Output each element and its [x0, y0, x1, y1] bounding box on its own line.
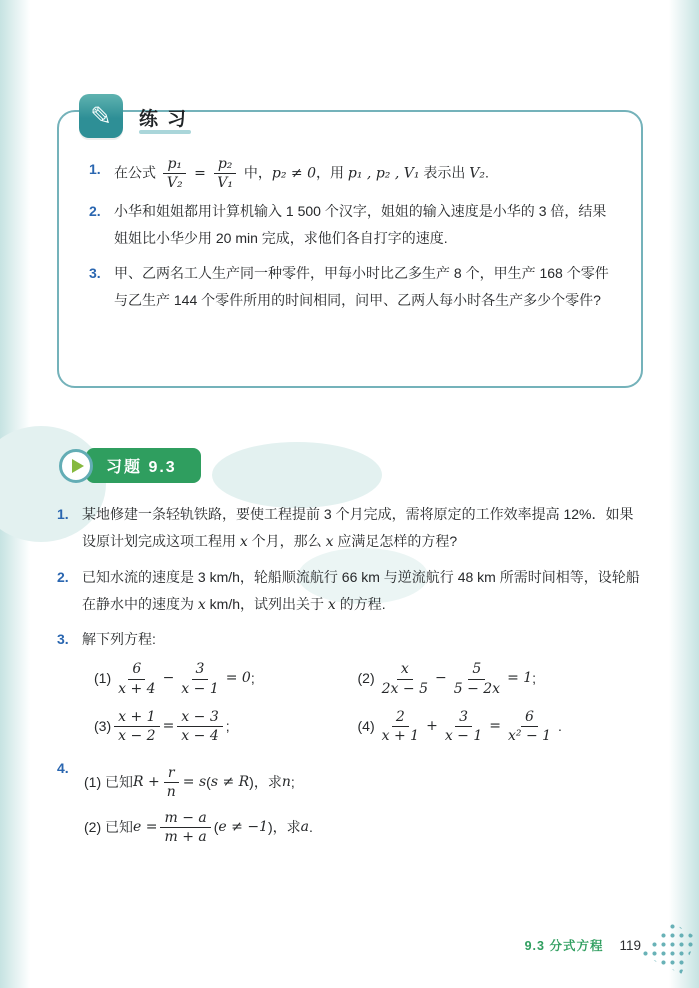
- list-item: [89, 198, 615, 253]
- exercises-section: [57, 448, 643, 862]
- notebook-pencil-icon: [79, 94, 123, 138]
- fraction: $\frac{2}{x + 1}$: [381, 708, 420, 744]
- list-item: [89, 156, 615, 191]
- practice-title: 练习: [139, 109, 196, 130]
- equation: (3) $\frac{x + 1}{x - 2}$ = $\frac{x - 3}{x - 4}$ ;: [94, 708, 230, 744]
- item-number: 2.: [89, 203, 101, 220]
- section-label: 9.3 分式方程: [524, 939, 604, 953]
- item-text: 小华和姐姐都用计算机输入 1 500 个汉字，姐姐的输入速度是小华的 3 倍，结果姐姐比小华少用 20 min 完成，求他们各自打字的速度.: [114, 203, 607, 247]
- item-text: 已知水流的速度是 3 km/h，轮船顺流航行 66 km 与逆流航行 48 km 所需时间相等，设轮船在静水中的速度为 x km/h，试列出关于 x 的方程.: [82, 568, 640, 613]
- equation: (4) $\frac{2}{x + 1}$ + $\frac{3}{x - 1}$ = $\frac{6}{\text{x² − 1}}$ .: [357, 708, 562, 744]
- equation: (1) 已知 R + $\frac{r}{n}$ = s ( s ≠ R )，求 n ;: [84, 764, 295, 800]
- fraction: $\frac{x - 3}{x - 4}$: [177, 709, 222, 744]
- item-number: 1.: [57, 506, 69, 522]
- pencil-glyph: ✎: [90, 101, 112, 131]
- practice-section: [57, 101, 643, 388]
- item-number: 3.: [89, 264, 101, 281]
- list-item: [89, 260, 615, 315]
- item-number: 2.: [57, 568, 69, 585]
- practice-list: [59, 112, 641, 341]
- equation: (2) $\frac{x}{2x - 5}$ − $\frac{5}{5 - 2x}$ = 1 ;: [357, 661, 537, 697]
- fraction: $\frac{\text{p₂}}{\text{V₁}}$: [213, 156, 237, 191]
- list-item: [57, 755, 643, 855]
- fraction: $\frac{x + 1}{x - 2}$: [114, 709, 159, 744]
- fraction: $\frac{3}{x - 1}$: [444, 708, 483, 744]
- exercises-header: [59, 448, 643, 483]
- list-item: [57, 626, 643, 748]
- fraction: $\frac{5}{5 - 2x}$: [453, 661, 501, 697]
- page-footer: [525, 936, 641, 954]
- fraction: $\frac{\text{p₁}}{\text{V₂}}$: [163, 156, 187, 191]
- item-text: [82, 626, 643, 748]
- arrow-circle-icon: [59, 449, 93, 483]
- right-edge-decoration: [669, 0, 699, 988]
- page-number: 119: [619, 938, 641, 953]
- item-number: 1.: [89, 161, 101, 177]
- arrow-icon: [72, 459, 84, 473]
- item-number: 4.: [57, 759, 69, 776]
- fraction: $\frac{m - a}{m + a}$: [160, 810, 210, 845]
- fraction: $\frac{x}{2x - 5}$: [381, 661, 428, 697]
- exercises-list: [57, 501, 643, 855]
- item-text: [82, 755, 643, 855]
- fraction: $\frac{6}{x + 4}$: [118, 661, 156, 697]
- equation: (1) $\frac{6}{x + 4}$ − $\frac{3}{x - 1}$ = 0 ;: [94, 661, 255, 697]
- equation: (2) 已知 e = $\frac{m - a}{m + a}$ ( e ≠ −1 )，求 a .: [84, 810, 313, 846]
- item-text: 在公式 $\frac{\text{p₁}}{\text{V₂}}$ = $\frac{\text{p₂}}{\text{V₁}}$ 中，p₂ ≠ 0，用 p₁ , p₂ , V₁ 表示出 V₂.: [114, 156, 489, 192]
- list-item: [57, 501, 643, 557]
- equation-grid: [82, 661, 643, 743]
- list-item: [57, 564, 643, 620]
- fraction: $\frac{r}{n}$: [163, 765, 180, 800]
- item-text: 甲、乙两名工人生产同一种零件，甲每小时比乙多生产 8 个，甲生产 168 个零件与乙生产 144 个零件所用的时间相同，问甲、乙两人每小时各生产多少个零件?: [114, 264, 609, 309]
- item-number: 3.: [57, 631, 69, 648]
- item-text: 某地修建一条轻轨铁路，要使工程提前 3 个月完成，需将原定的工作效率提高 12%．如果设原计划完成这项工程用 x 个月，那么 x 应满足怎样的方程?: [82, 506, 634, 551]
- fraction: $\frac{6}{\text{x² − 1}}$: [507, 708, 552, 744]
- exercises-title: 习题 9.3: [86, 448, 201, 483]
- fraction: $\frac{3}{x - 1}$: [181, 661, 219, 697]
- title-underline: [139, 130, 191, 134]
- item-lead-text: 解下列方程:: [82, 631, 156, 648]
